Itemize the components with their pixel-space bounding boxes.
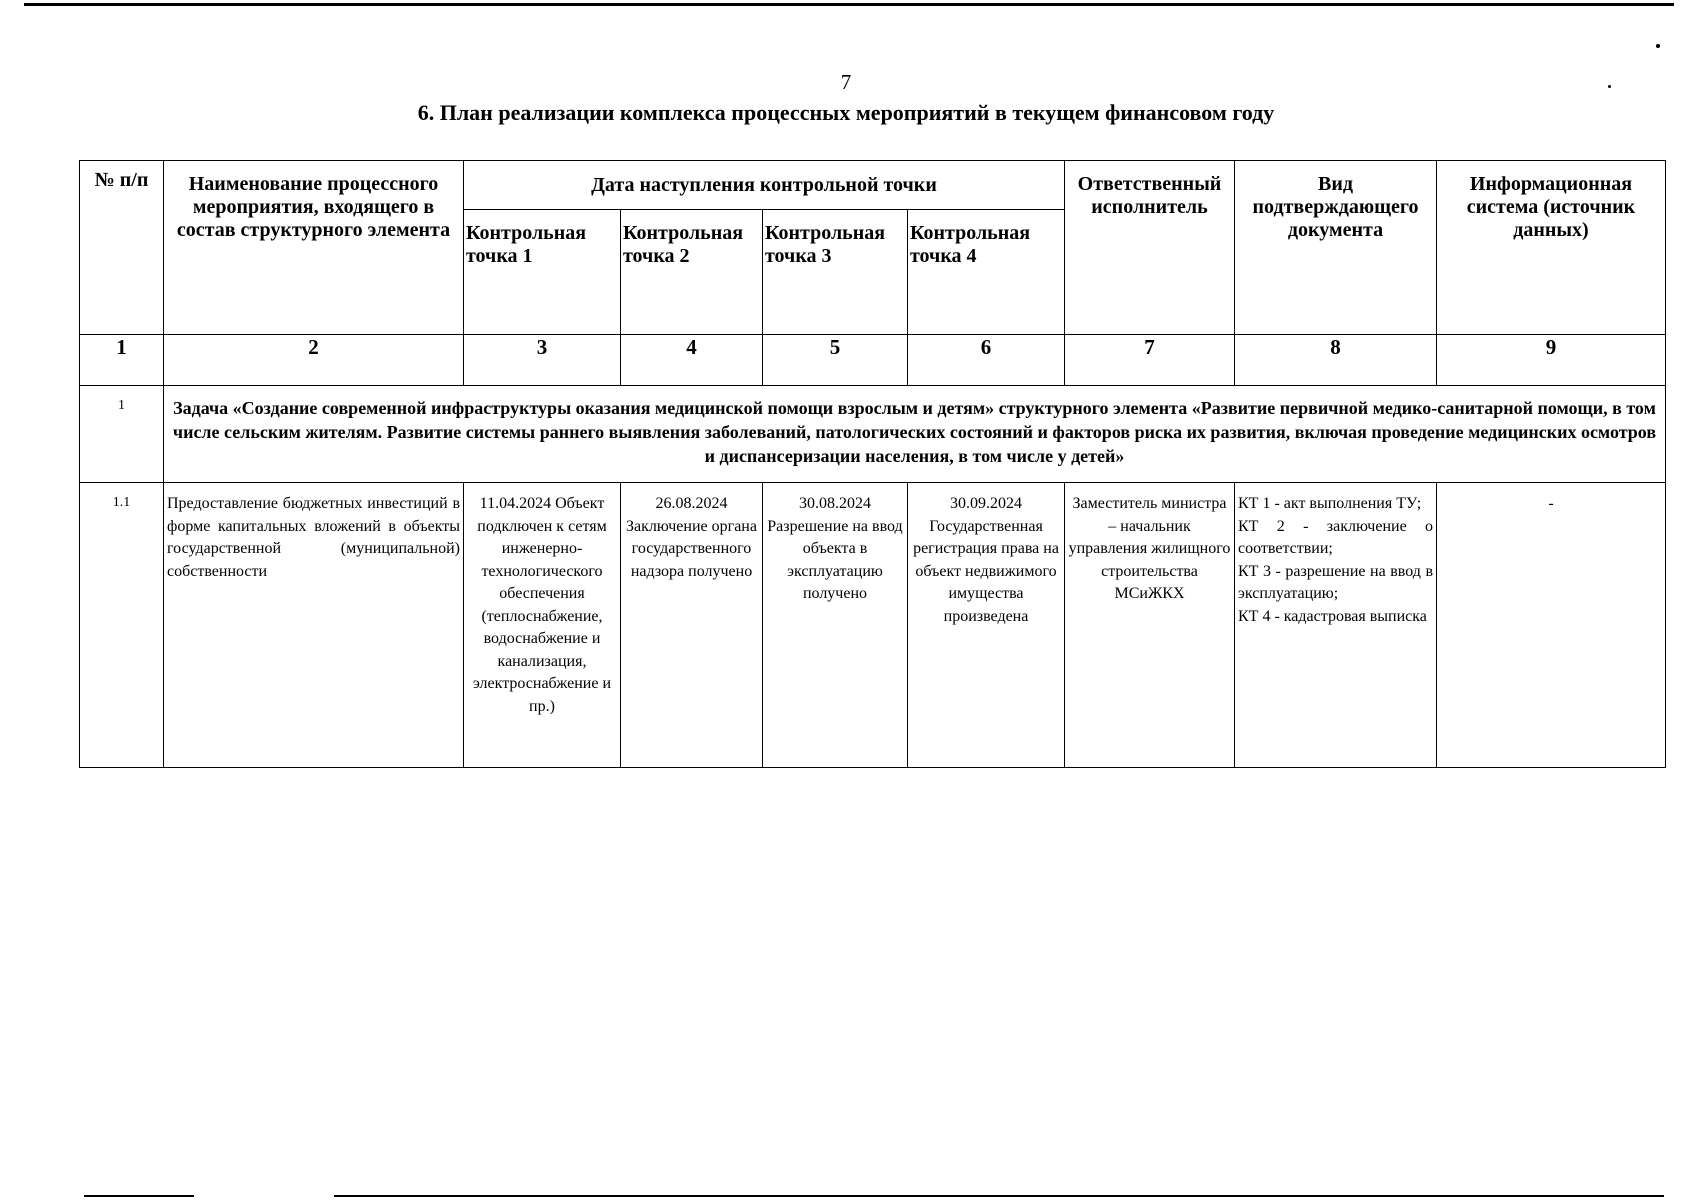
row-cp4: 30.09.2024 Государственная регистрация права на объект недвижимого имущества произведена — [908, 483, 1065, 768]
section-title: 6. План реализации комплекса процессных мероприятий в текущем финансовом году — [417, 100, 1275, 125]
row-info-system: - — [1437, 483, 1666, 768]
doc-item: КТ 3 - разрешение на ввод в эксплуатацию; — [1238, 562, 1433, 602]
column-number: 5 — [763, 335, 908, 386]
column-number: 4 — [621, 335, 763, 386]
column-number: 9 — [1437, 335, 1666, 386]
header-control-date-group: Дата наступления контрольной точки — [464, 161, 1065, 210]
column-number: 3 — [464, 335, 621, 386]
footer-rule — [84, 1195, 194, 1197]
task-number: 1 — [80, 386, 164, 483]
doc-item: КТ 4 - кадастровая выписка — [1238, 607, 1427, 625]
row-executor: Заместитель министра – начальник управления жилищного строительства МСиЖКХ — [1065, 483, 1235, 768]
column-number: 7 — [1065, 335, 1235, 386]
top-border-line — [24, 3, 1674, 6]
row-doc-list — [1235, 483, 1437, 768]
table-row — [80, 483, 1666, 768]
header-cp1: Контрольная точка 1 — [464, 210, 621, 335]
row-measure-name: Предоставление бюджетных инвестиций в форме капитальных вложений в объекты государственной (муниципальной) собственности — [164, 483, 464, 768]
plan-table — [79, 160, 1666, 768]
column-number: 1 — [80, 335, 164, 386]
page-number: 7 — [840, 70, 852, 94]
row-cp2: 26.08.2024 Заключение органа государственного надзора получено — [621, 483, 763, 768]
footer-rule — [334, 1195, 1664, 1197]
doc-item: КТ 2 - заключение о соответствии; — [1238, 517, 1433, 557]
column-number: 6 — [908, 335, 1065, 386]
scan-dot — [1656, 44, 1660, 48]
header-cp4: Контрольная точка 4 — [908, 210, 1065, 335]
row-number: 1.1 — [80, 483, 164, 768]
header-cp2: Контрольная точка 2 — [621, 210, 763, 335]
column-number: 8 — [1235, 335, 1437, 386]
column-number: 2 — [164, 335, 464, 386]
header-doc-type: Вид подтверждающего документа — [1235, 161, 1437, 335]
header-number: № п/п — [80, 161, 164, 335]
header-cp3: Контрольная точка 3 — [763, 210, 908, 335]
header-name: Наименование процессного мероприятия, входящего в состав структурного элемента — [164, 161, 464, 335]
row-cp3: 30.08.2024 Разрешение на ввод объекта в эксплуатацию получено — [763, 483, 908, 768]
column-number-row — [80, 335, 1666, 386]
task-description: Задача «Создание современной инфраструктуры оказания медицинской помощи взрослым и детям» структурного элемента «Развитие первичной медико-санитарной помощи, в том числе сельским жителям. Развитие системы раннего выявления заболеваний, патологических состояний и факторов риска их развития, включая проведение медицинских осмотров и диспансеризации населения, в том числе у детей» — [164, 386, 1666, 483]
task-row — [80, 386, 1666, 483]
header-row — [80, 161, 1666, 210]
row-cp1: 11.04.2024 Объект подключен к сетям инженерно-технологического обеспечения (теплоснабжение, водоснабжение и канализация, электроснабжение и пр.) — [464, 483, 621, 768]
header-executor: Ответственный исполнитель — [1065, 161, 1235, 335]
doc-item: КТ 1 - акт выполнения ТУ; — [1238, 495, 1422, 512]
header-info-system: Информационная система (источник данных) — [1437, 161, 1666, 335]
